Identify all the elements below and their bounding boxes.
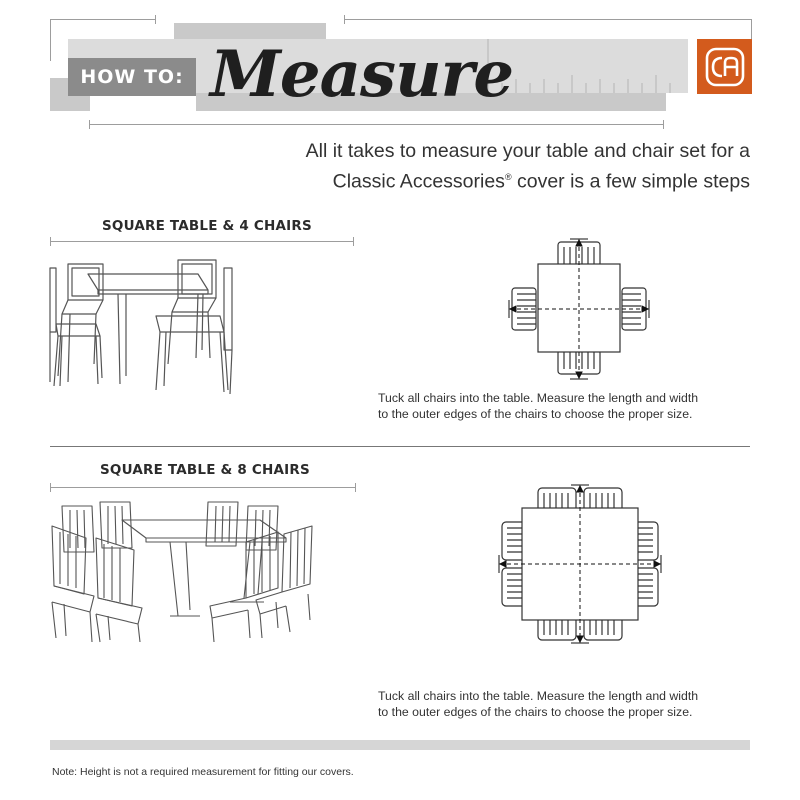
section-divider	[50, 446, 750, 447]
header-rule-right-vertical	[751, 19, 752, 39]
table-4-chairs-illustration	[48, 254, 248, 394]
section-1-title-rule	[50, 241, 354, 242]
header-rule-tick	[89, 120, 90, 129]
rule-tick	[50, 237, 51, 246]
brand-logo	[697, 39, 752, 94]
header-rule-top-left	[50, 19, 156, 20]
table-4-chairs-diagram	[508, 238, 650, 380]
footnote: Note: Height is not a required measurement for fitting our covers.	[52, 766, 354, 778]
table-8-chairs-diagram	[498, 484, 662, 644]
section-1-title: SQUARE TABLE & 4 CHAIRS	[102, 218, 312, 234]
rule-tick	[50, 483, 51, 492]
page-title: Measure	[210, 37, 514, 112]
rule-tick	[353, 237, 354, 246]
section-2-title-rule	[50, 487, 356, 488]
header-rule-bottom	[89, 124, 663, 125]
intro-text	[230, 138, 750, 195]
section-1-caption-line-1: Tuck all chairs into the table. Measure the length and width	[378, 391, 699, 405]
header-rule-left-vertical	[50, 19, 51, 61]
intro-brand: Classic Accessories	[332, 170, 505, 193]
brand-logo-icon	[705, 47, 745, 87]
intro-line-1: All it takes to measure your table and chair set for a	[305, 140, 750, 162]
section-2-title: SQUARE TABLE & 8 CHAIRS	[100, 462, 310, 478]
table-8-chairs-illustration	[50, 498, 314, 642]
header-rule-tick	[155, 15, 156, 24]
section-1-caption-line-2: to the outer edges of the chairs to choose the proper size.	[378, 407, 693, 421]
section-1-caption	[378, 390, 758, 422]
header-rule-tick	[663, 120, 664, 129]
rule-tick	[355, 483, 356, 492]
footer-band	[50, 740, 750, 750]
header-rule-top-right	[344, 19, 752, 20]
section-2-caption-line-1: Tuck all chairs into the table. Measure the length and width	[378, 689, 699, 703]
header-rule-tick	[344, 15, 345, 24]
how-to-badge: HOW TO:	[68, 58, 196, 96]
intro-line-2	[230, 164, 750, 195]
section-2-caption-line-2: to the outer edges of the chairs to choose the proper size.	[378, 705, 693, 719]
section-2-caption	[378, 688, 758, 720]
intro-line-2-rest: cover is a few simple steps	[511, 170, 750, 193]
registered-mark: ®	[504, 172, 512, 182]
ruler-graphic	[488, 39, 688, 93]
